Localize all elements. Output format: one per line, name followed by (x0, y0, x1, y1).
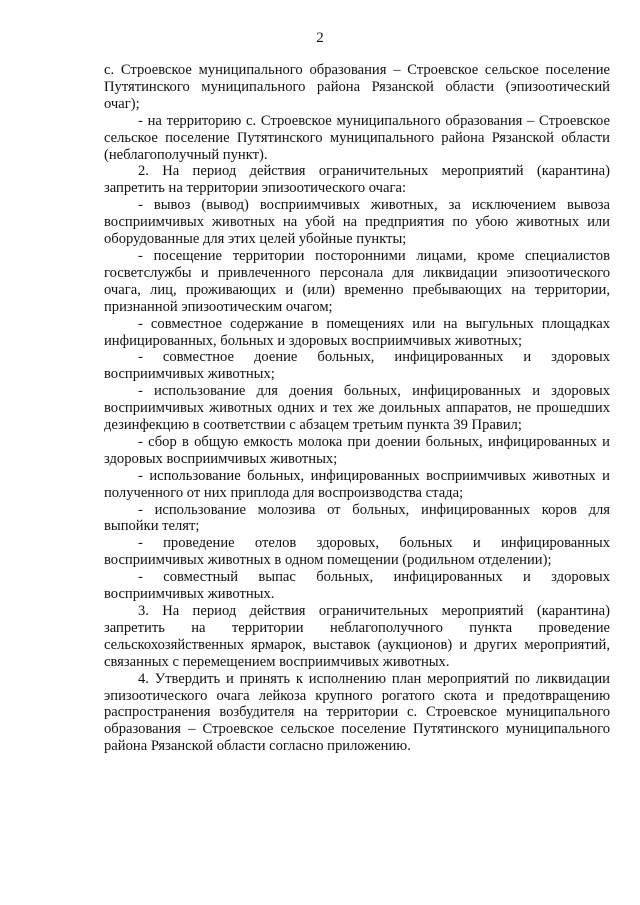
document-body (104, 62, 610, 755)
paragraph-ban-milk-collection: - сбор в общую емкость молока при доении больных, инфицированных и здоровых восприимчивых животных; (104, 433, 610, 467)
paragraph-ban-breeding-use: - использование больных, инфицированных восприимчивых животных и полученного от них приплода для воспроизводства стада; (104, 467, 610, 501)
paragraph-ban-joint-keeping: - совместное содержание в помещениях или на выгульных площадках инфицированных, больных и здоровых восприимчивых животных; (104, 315, 610, 349)
paragraph-ban-export: - вывоз (вывод) восприимчивых животных, за исключением вывоза восприимчивых животных на убой на предприятия по убою животных или оборудованные для этих целей убойные пункты; (104, 197, 610, 248)
paragraph-ban-grazing: - совместный выпас больных, инфицированных и здоровых восприимчивых животных. (104, 569, 610, 603)
paragraph-item-2: 2. На период действия ограничительных мероприятий (карантина) запретить на территории эпизоотического очага: (104, 163, 610, 197)
paragraph-item-3: 3. На период действия ограничительных мероприятий (карантина) запретить на территории неблагополучного пункта проведение сельскохозяйственных ярмарок, выставок (аукционов) и других мероприятий, связанных с перемещением восприимчивых животных. (104, 603, 610, 670)
paragraph-ban-shared-equipment: - использование для доения больных, инфицированных и здоровых восприимчивых животных одних и тех же доильных аппаратов, не прошедших дезинфекцию в соответствии с абзацем третьим пункта 39 Правил; (104, 383, 610, 434)
paragraph-ban-colostrum: - использование молозива от больных, инфицированных коров для выпойки телят; (104, 501, 610, 535)
paragraph-ban-joint-milking: - совместное доение больных, инфицированных и здоровых восприимчивых животных; (104, 349, 610, 383)
page-number: 2 (316, 30, 324, 46)
paragraph-item-4: 4. Утвердить и принять к исполнению план мероприятий по ликвидации эпизоотического очага лейкоза крупного рогатого скота и предотвращению распространения возбудителя на территории с. Строевское муниципального образования – Строевское сельское поселение Путятинского муниципального района Рязанской области согласно приложению. (104, 670, 610, 755)
paragraph-ban-calving: - проведение отелов здоровых, больных и инфицированных восприимчивых животных в одном помещении (родильном отделении); (104, 535, 610, 569)
paragraph-unfavorable-point: - на территорию с. Строевское муниципального образования – Строевское сельское поселение Путятинского муниципального района Рязанской области (неблагополучный пункт). (104, 112, 610, 163)
paragraph-focus-location: с. Строевское муниципального образования – Строевское сельское поселение Путятинского муниципального района Рязанской области (эпизоотический очаг); (104, 62, 610, 112)
paragraph-ban-visits: - посещение территории посторонними лицами, кроме специалистов госветслужбы и привлеченного персонала для ликвидации эпизоотического очага, лиц, проживающих и (или) временно пребывающих на территории, признанной эпизоотическим очагом; (104, 247, 610, 315)
